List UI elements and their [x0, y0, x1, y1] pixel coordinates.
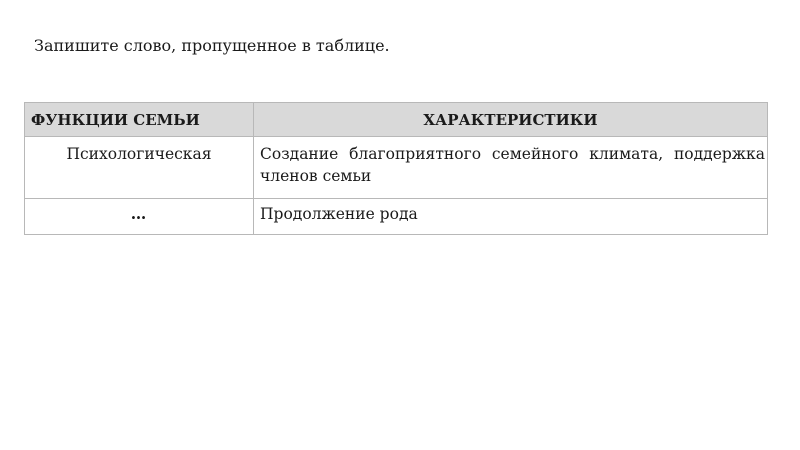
header-functions: ФУНКЦИИ СЕМЬИ — [25, 103, 254, 137]
characteristic-cell: Создание благоприятного семейного климата, поддержка членов семьи — [254, 137, 768, 199]
table-header-row — [25, 103, 768, 137]
family-functions-table — [24, 102, 768, 235]
header-characteristics: ХАРАКТЕРИСТИКИ — [254, 103, 768, 137]
function-cell: Психологическая — [25, 137, 254, 199]
table-row — [25, 199, 768, 235]
missing-function-cell: … — [25, 199, 254, 235]
characteristic-cell: Продолжение рода — [254, 199, 768, 235]
task-instruction: Запишите слово, пропущенное в таблице. — [34, 36, 390, 55]
table-row — [25, 137, 768, 199]
